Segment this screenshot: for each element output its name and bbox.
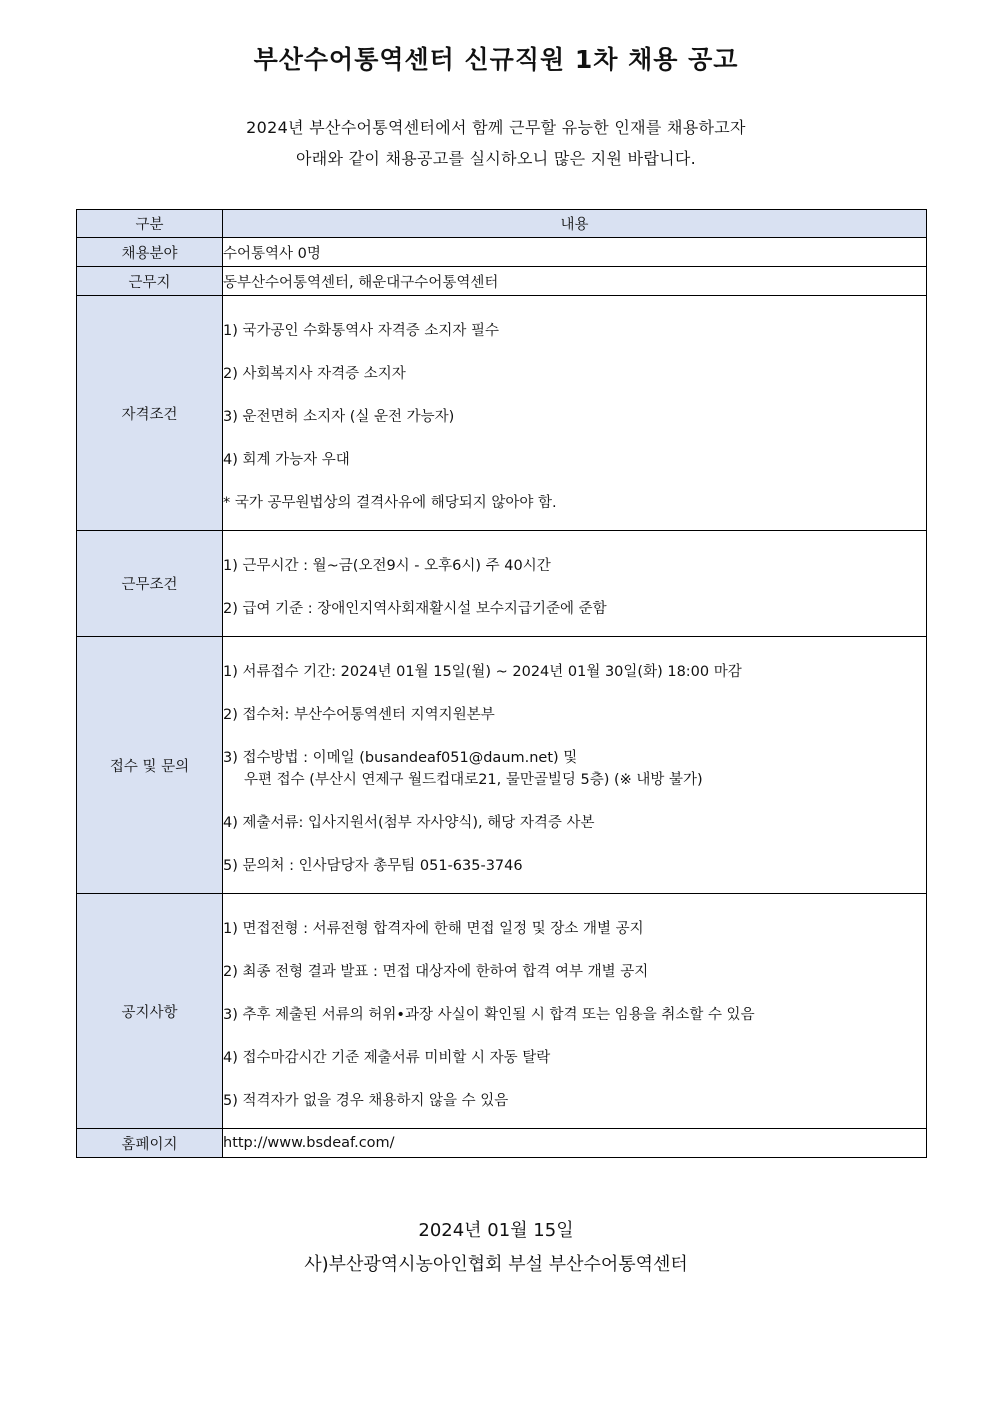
label-workplace: 근무지 xyxy=(77,267,223,296)
list-item: * 국가 공무원법상의 결격사유에 해당되지 않아야 함. xyxy=(223,495,557,511)
label-field: 채용분야 xyxy=(77,238,223,267)
row-conditions xyxy=(77,531,927,637)
application-list xyxy=(223,637,926,893)
list-item: 2) 최종 전형 결과 발표 : 면접 대상자에 한하여 합격 여부 개별 공지 xyxy=(223,964,649,980)
row-application xyxy=(77,637,927,894)
list-item: 2) 급여 기준 : 장애인지역사회재활시설 보수지급기준에 준함 xyxy=(223,601,607,617)
row-notices xyxy=(77,894,927,1129)
row-homepage xyxy=(77,1129,927,1158)
table-header-row xyxy=(77,210,927,238)
conditions-list xyxy=(223,531,926,636)
value-workplace: 동부산수어통역센터, 해운대구수어통역센터 xyxy=(223,267,927,296)
intro-line-2: 아래와 같이 채용공고를 실시하오니 많은 지원 바랍니다. xyxy=(295,149,697,168)
value-field: 수어통역사 0명 xyxy=(223,238,927,267)
list-item: 5) 문의처 : 인사담당자 총무팀 051-635-3746 xyxy=(223,858,523,874)
notices-list xyxy=(223,894,926,1128)
homepage-link[interactable]: http://www.bsdeaf.com/ xyxy=(223,1129,927,1158)
header-content: 내용 xyxy=(223,210,927,238)
list-item-continuation: 우편 접수 (부산시 연제구 월드컵대로21, 물만골빌딩 5층) (※ 내방 불가) xyxy=(244,772,703,788)
list-item: 1) 근무시간 : 월~금(오전9시 - 오후6시) 주 40시간 xyxy=(223,558,551,574)
list-item: 1) 국가공인 수화통역사 자격증 소지자 필수 xyxy=(223,323,500,339)
intro-text xyxy=(0,112,992,174)
row-qualifications xyxy=(77,296,927,531)
list-item: 4) 제출서류: 입사지원서(첨부 자사양식), 해당 자격증 사본 xyxy=(223,815,595,831)
label-qualifications: 자격조건 xyxy=(77,296,223,531)
row-workplace xyxy=(77,267,927,296)
label-conditions: 근무조건 xyxy=(77,531,223,637)
list-item: 5) 적격자가 없을 경우 채용하지 않을 수 있음 xyxy=(223,1093,509,1109)
label-application: 접수 및 문의 xyxy=(77,637,223,894)
header-category: 구분 xyxy=(77,210,223,238)
list-item: 3) 접수방법 : 이메일 (busandeaf051@daum.net) 및 xyxy=(223,750,578,766)
intro-line-1: 2024년 부산수어통역센터에서 함께 근무할 유능한 인재를 채용하고자 xyxy=(246,118,746,137)
list-item: 1) 면접전형 : 서류전형 합격자에 한해 면접 일정 및 장소 개별 공지 xyxy=(223,921,644,937)
list-item: 2) 사회복지사 자격증 소지자 xyxy=(223,366,406,382)
row-field xyxy=(77,238,927,267)
list-item: 3) 운전면허 소지자 (실 운전 가능자) xyxy=(223,409,455,425)
list-item: 1) 서류접수 기간: 2024년 01월 15일(월) ~ 2024년 01월 30일(화) 18:00 마감 xyxy=(223,664,742,680)
list-item: 4) 접수마감시간 기준 제출서류 미비할 시 자동 탈락 xyxy=(223,1050,551,1066)
label-homepage: 홈페이지 xyxy=(77,1129,223,1158)
footer-date: 2024년 01월 15일 xyxy=(418,1220,574,1241)
footer-organization: 사)부산광역시농아인협회 부설 부산수어통역센터 xyxy=(304,1254,688,1275)
list-item: 3) 추후 제출된 서류의 허위•과장 사실이 확인될 시 합격 또는 임용을 취소할 수 있음 xyxy=(223,1007,755,1023)
list-item: 2) 접수처: 부산수어통역센터 지역지원본부 xyxy=(223,707,495,723)
list-item: 4) 회계 가능자 우대 xyxy=(223,452,350,468)
qualifications-list xyxy=(223,296,926,530)
recruitment-table xyxy=(76,209,927,1158)
document-title: 부산수어통역센터 신규직원 1차 채용 공고 xyxy=(253,45,739,74)
label-notices: 공지사항 xyxy=(77,894,223,1129)
